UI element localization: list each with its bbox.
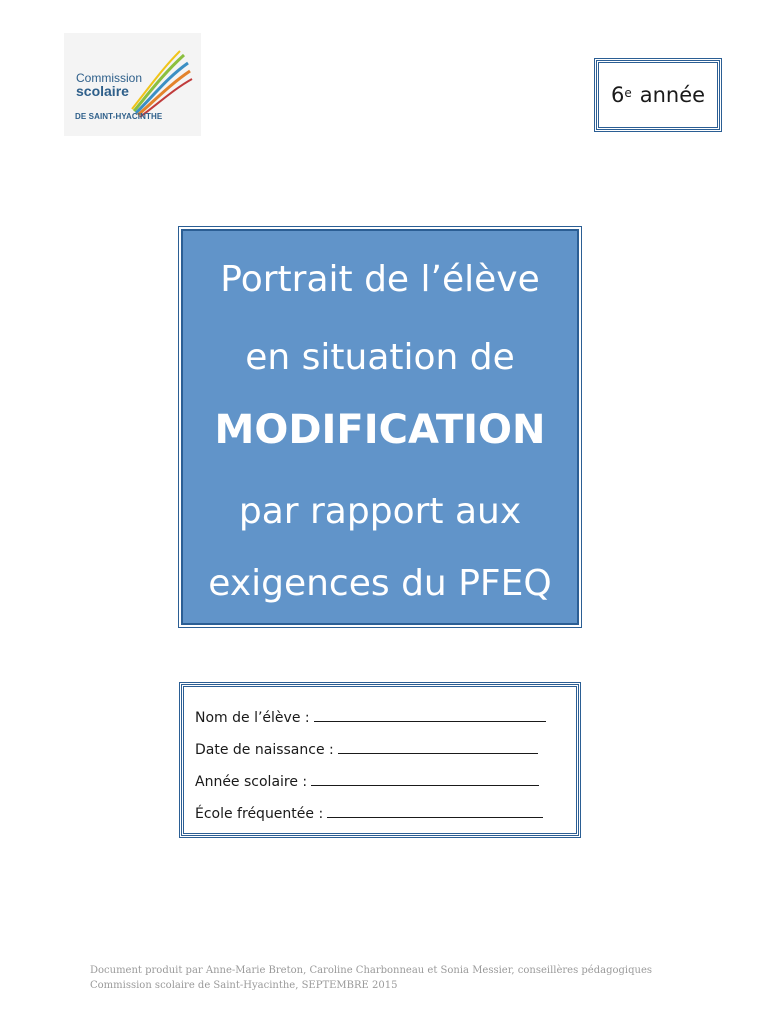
title-line-5: exigences du PFEQ bbox=[208, 563, 552, 604]
document-title-box bbox=[181, 229, 579, 625]
logo-text-scolaire: scolaire bbox=[76, 83, 129, 99]
school-year-field bbox=[195, 773, 539, 790]
student-name-blank-line[interactable] bbox=[314, 709, 546, 722]
student-name-label: Nom de l’élève : bbox=[195, 710, 310, 726]
title-line-4: par rapport aux bbox=[238, 491, 522, 532]
grade-superscript: e bbox=[624, 86, 632, 100]
student-info-box bbox=[181, 684, 579, 836]
footer-organization: Commission scolaire de Saint-Hyacinthe, SEPTEMBRE 2015 bbox=[90, 980, 398, 991]
title-line-2: en situation de bbox=[245, 337, 515, 378]
school-attended-blank-line[interactable] bbox=[327, 805, 543, 818]
school-year-label: Année scolaire : bbox=[195, 774, 308, 790]
birth-date-field bbox=[195, 741, 538, 758]
birth-date-label: Date de naissance : bbox=[195, 742, 334, 758]
school-year-blank-line[interactable] bbox=[311, 773, 539, 786]
grade-level-box bbox=[596, 60, 720, 130]
logo-text-saint-hyacinthe: DE SAINT-HYACINTHE bbox=[75, 112, 163, 121]
birth-date-blank-line[interactable] bbox=[338, 741, 538, 754]
grade-word: année bbox=[639, 83, 706, 107]
grade-number: 6 bbox=[610, 83, 625, 107]
title-line-1: Portrait de l’élève bbox=[220, 259, 540, 300]
school-attended-label: École fréquentée : bbox=[195, 806, 324, 822]
student-name-field bbox=[195, 709, 546, 726]
document-footer bbox=[90, 963, 652, 993]
school-board-logo bbox=[64, 33, 201, 136]
footer-authors: Document produit par Anne-Marie Breton, Caroline Charbonneau et Sonia Messier, conseillères pédagogiques bbox=[90, 965, 652, 976]
title-line-3: MODIFICATION bbox=[214, 407, 546, 453]
logo-text-commission: Commission bbox=[76, 71, 143, 85]
school-attended-field bbox=[195, 805, 543, 822]
